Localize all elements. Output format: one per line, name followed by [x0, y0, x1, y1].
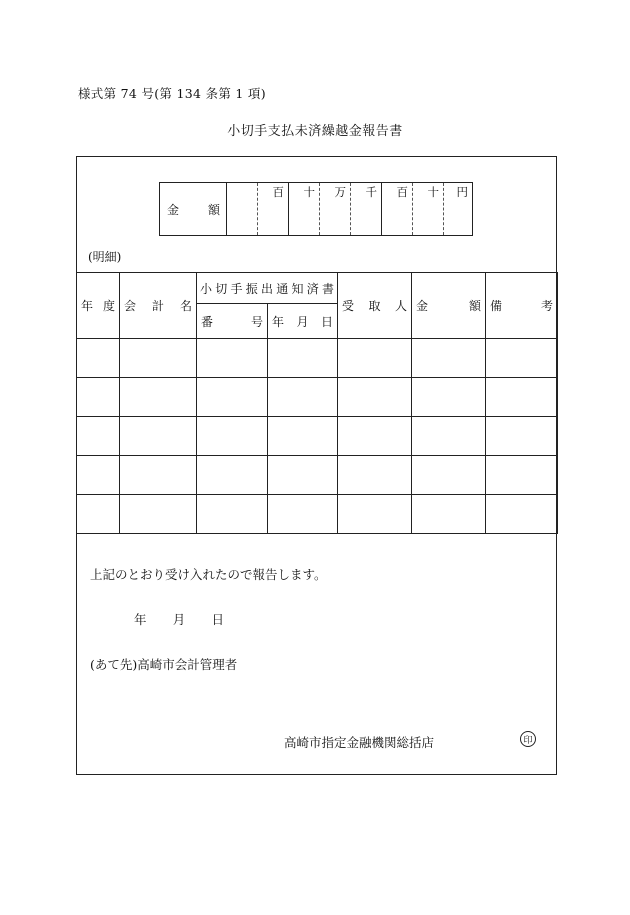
table-cell[interactable] [486, 339, 558, 378]
table-cell[interactable] [412, 417, 486, 456]
table-cell[interactable] [268, 417, 338, 456]
table-cell[interactable] [268, 495, 338, 534]
table-cell[interactable] [77, 378, 120, 417]
header-char: 額 [469, 299, 482, 313]
header-payee [338, 273, 412, 339]
header-char: 済 [306, 281, 319, 296]
table-cell[interactable] [197, 417, 268, 456]
date-month: 月 [172, 612, 186, 627]
header-amount [412, 273, 486, 339]
digit-cell-hundred[interactable]: 百 [381, 183, 412, 235]
header-char: 受 [342, 299, 355, 313]
header-char: 書 [322, 281, 335, 296]
table-cell[interactable] [412, 495, 486, 534]
header-char: 年 [81, 299, 94, 313]
header-char: 名 [179, 299, 192, 313]
table-cell[interactable] [412, 378, 486, 417]
table-row [77, 378, 558, 417]
amount-label-char: 額 [207, 202, 220, 217]
addressee: (あて先)高崎市会計管理者 [90, 657, 238, 672]
report-statement: 上記のとおり受け入れたので報告します。 [90, 567, 327, 582]
header-char: 知 [291, 281, 304, 296]
header-char: 度 [102, 299, 115, 313]
table-cell[interactable] [486, 378, 558, 417]
table-cell[interactable] [77, 495, 120, 534]
table-cell[interactable] [338, 378, 412, 417]
header-char: 通 [276, 281, 289, 296]
header-char: 金 [416, 299, 429, 313]
header-char: 番 [201, 314, 214, 329]
table-row [77, 417, 558, 456]
header-char: 年 [272, 314, 285, 329]
header-char: 計 [151, 299, 164, 313]
header-char: 月 [296, 314, 309, 329]
table-cell[interactable] [120, 456, 197, 495]
amount-label-char: 金 [167, 202, 180, 217]
digit-cell-ten-thousand[interactable]: 万 [319, 183, 350, 235]
table-cell[interactable] [197, 378, 268, 417]
header-char: 会 [124, 299, 137, 313]
table-cell[interactable] [77, 456, 120, 495]
table-cell[interactable] [197, 495, 268, 534]
table-cell[interactable] [120, 495, 197, 534]
digit-cell-yen[interactable]: 円 [443, 183, 472, 235]
digit-cell-ten-million[interactable]: 十 [288, 183, 319, 235]
date-day: 日 [211, 612, 224, 627]
form-number-label: 様式第 74 号(第 134 条第 1 項) [78, 86, 266, 101]
header-year [77, 273, 120, 339]
header-account-name [120, 273, 197, 339]
header-char: 取 [368, 299, 381, 313]
document-title: 小切手支払未済繰越金報告書 [227, 124, 403, 139]
details-table [76, 272, 558, 534]
table-cell[interactable] [486, 456, 558, 495]
header-char: 人 [394, 299, 407, 313]
table-cell[interactable] [120, 339, 197, 378]
table-cell[interactable] [120, 417, 197, 456]
header-char: 考 [541, 299, 554, 313]
date-year: 年 [134, 612, 147, 627]
header-char: 備 [490, 299, 503, 313]
header-char: 手 [230, 281, 243, 296]
header-char: 切 [215, 281, 228, 296]
table-cell[interactable] [197, 339, 268, 378]
header-check-notice-group [197, 273, 338, 304]
digit-cell-ten[interactable]: 十 [412, 183, 443, 235]
bank-name: 高崎市指定金融機関総括店 [284, 735, 435, 750]
table-cell[interactable] [197, 456, 268, 495]
table-cell[interactable] [268, 339, 338, 378]
table-cell[interactable] [77, 417, 120, 456]
table-cell[interactable] [486, 495, 558, 534]
header-char: 小 [200, 281, 213, 296]
header-number [197, 304, 268, 339]
table-cell[interactable] [338, 456, 412, 495]
date-line[interactable] [134, 610, 224, 628]
header-char: 号 [250, 314, 263, 329]
table-cell[interactable] [338, 417, 412, 456]
digit-cell-hundred-million[interactable]: 百 [257, 183, 288, 235]
table-row [77, 495, 558, 534]
table-row [77, 339, 558, 378]
seal-mark-icon: 印 [520, 731, 536, 747]
header-date [268, 304, 338, 339]
table-cell[interactable] [486, 417, 558, 456]
digit-cell[interactable] [226, 183, 257, 235]
header-char: 出 [261, 281, 274, 296]
table-cell[interactable] [77, 339, 120, 378]
header-remarks [486, 273, 558, 339]
table-cell[interactable] [412, 339, 486, 378]
table-cell[interactable] [412, 456, 486, 495]
header-char: 振 [245, 281, 258, 296]
table-cell[interactable] [268, 378, 338, 417]
table-cell[interactable] [268, 456, 338, 495]
amount-label [160, 183, 226, 235]
table-cell[interactable] [338, 339, 412, 378]
amount-box [159, 182, 473, 236]
details-label: (明細) [88, 250, 122, 264]
header-char: 日 [321, 314, 334, 329]
digit-cell-thousand[interactable]: 千 [350, 183, 381, 235]
table-row [77, 456, 558, 495]
table-cell[interactable] [120, 378, 197, 417]
table-cell[interactable] [338, 495, 412, 534]
